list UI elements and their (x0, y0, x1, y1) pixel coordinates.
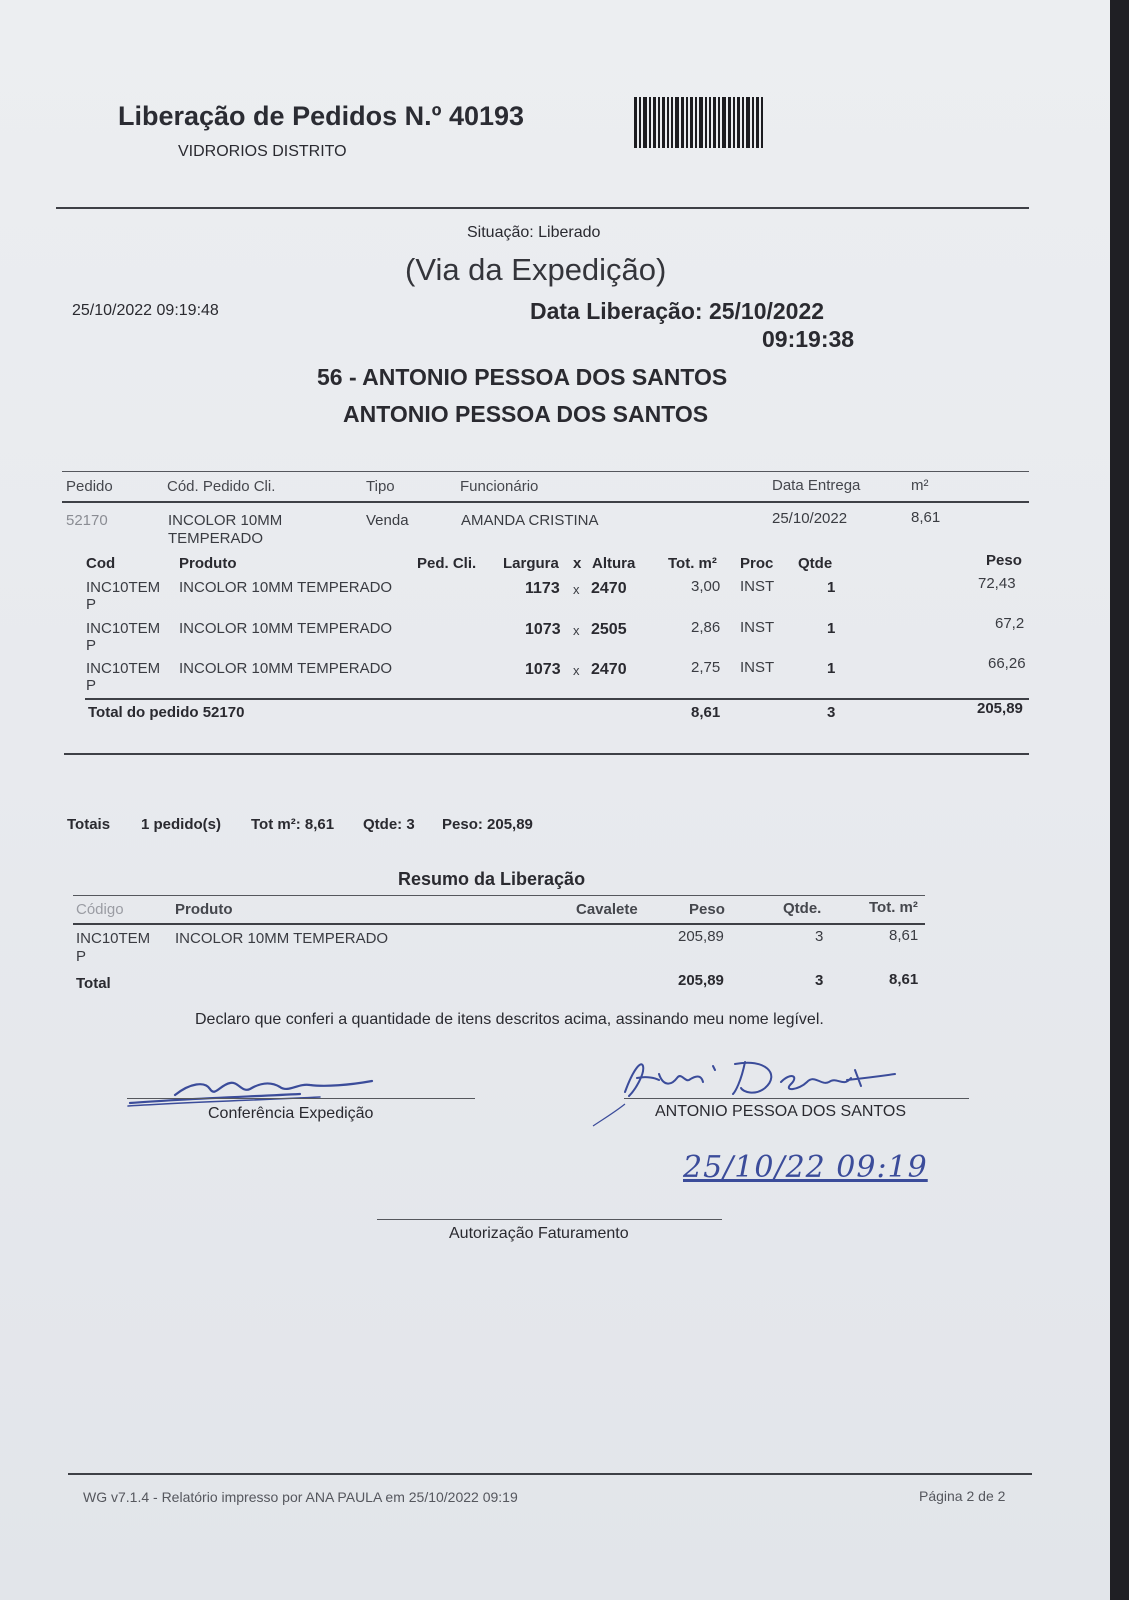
data-liberacao-time: 09:19:38 (762, 326, 855, 352)
signature-line (127, 1098, 475, 1099)
item-x: x (573, 623, 580, 638)
item-altura: 2470 (591, 661, 627, 678)
item-proc: INST (740, 578, 775, 595)
item-altura: 2470 (591, 580, 627, 597)
divider (85, 698, 1029, 700)
document-title: Liberação de Pedidos N.º 40193 (118, 101, 525, 131)
totais-tot-m2: Tot m²: 8,61 (251, 816, 335, 833)
item-tot-m2: 2,86 (691, 619, 721, 636)
item-qtde: 1 (827, 660, 836, 677)
item-cod-suffix: P (86, 677, 97, 694)
item-cod-suffix: P (86, 596, 97, 613)
col-largura: Largura (503, 555, 559, 572)
totais-label: Totais (67, 816, 111, 833)
col-data-entrega: Data Entrega (772, 477, 861, 494)
col-tipo: Tipo (366, 478, 395, 495)
resumo-qtde: 3 (815, 928, 824, 945)
item-largura: 1073 (525, 661, 561, 678)
divider (73, 923, 925, 925)
order-pedido-value: 52170 (66, 512, 108, 529)
situacao-label: Situação: Liberado (467, 224, 601, 241)
item-produto: INCOLOR 10MM TEMPERADO (179, 579, 393, 596)
divider (68, 1473, 1032, 1475)
resumo-peso: 205,89 (678, 928, 724, 945)
resumo-col-cavalete: Cavalete (576, 901, 638, 918)
col-pedido: Pedido (66, 478, 113, 495)
item-qtde: 1 (827, 579, 836, 596)
item-cod-suffix: P (86, 637, 97, 654)
order-tipo-value: Venda (366, 512, 409, 529)
item-produto: INCOLOR 10MM TEMPERADO (179, 660, 393, 677)
resumo-total-peso: 205,89 (678, 972, 724, 989)
via-label: (Via da Expedição) (405, 252, 667, 287)
order-data-entrega-value: 25/10/2022 (772, 510, 848, 527)
item-tot-m2: 2,75 (691, 659, 721, 676)
resumo-total-qtde: 3 (815, 972, 824, 989)
divider (56, 207, 1029, 209)
item-altura: 2505 (591, 621, 627, 638)
item-cod: INC10TEM (86, 579, 161, 596)
col-funcionario: Funcionário (460, 478, 539, 495)
order-funcionario-value: AMANDA CRISTINA (461, 512, 599, 529)
item-tot-m2: 3,00 (691, 578, 721, 595)
item-peso: 72,43 (978, 575, 1016, 592)
item-largura: 1073 (525, 621, 561, 638)
col-proc: Proc (740, 555, 774, 572)
handwritten-date: 25/10/22 09:19 (683, 1150, 928, 1185)
printed-timestamp: 25/10/2022 09:19:48 (72, 302, 219, 319)
signature-conferencia (120, 1075, 380, 1109)
item-cod: INC10TEM (86, 660, 161, 677)
order-m2-value: 8,61 (911, 509, 941, 526)
totais-peso: Peso: 205,89 (442, 816, 533, 833)
col-tot-m2: Tot. m² (668, 555, 717, 572)
signature-line (377, 1219, 722, 1220)
resumo-col-produto: Produto (175, 901, 233, 918)
resumo-tot-m2: 8,61 (889, 927, 919, 944)
declaration-text: Declaro que conferi a quantidade de itens descritos acima, assinando meu nome legível. (195, 1011, 824, 1028)
order-total-m2: 8,61 (691, 704, 721, 721)
resumo-total-tot-m2: 8,61 (889, 971, 919, 988)
col-ped-cli: Ped. Cli. (417, 555, 477, 572)
resumo-col-codigo: Código (76, 901, 124, 918)
col-altura: Altura (592, 555, 636, 572)
resumo-col-tot-m2: Tot. m² (869, 899, 918, 916)
item-x: x (573, 663, 580, 678)
divider (64, 753, 1029, 755)
item-peso: 67,2 (995, 615, 1025, 632)
resumo-cod: INC10TEM (76, 930, 151, 947)
order-total-qtde: 3 (827, 704, 836, 721)
resumo-cod-suffix: P (76, 948, 87, 965)
signature-line (624, 1098, 969, 1099)
item-largura: 1173 (525, 580, 560, 597)
col-produto: Produto (179, 555, 237, 572)
resumo-produto: INCOLOR 10MM TEMPERADO (175, 930, 389, 947)
order-cod-cli-line1: INCOLOR 10MM (168, 512, 283, 529)
client-name-secondary: ANTONIO PESSOA DOS SANTOS (343, 401, 709, 427)
footer-page-number: Página 2 de 2 (919, 1488, 1006, 1504)
totais-pedidos: 1 pedido(s) (141, 816, 222, 833)
order-total-peso: 205,89 (977, 700, 1023, 717)
divider (62, 501, 1029, 503)
resumo-total-label: Total (76, 975, 111, 992)
col-cod-pedido-cli: Cód. Pedido Cli. (167, 478, 276, 495)
col-m2: m² (911, 477, 929, 494)
resumo-col-qtde: Qtde. (783, 900, 822, 917)
item-peso: 66,26 (988, 655, 1026, 672)
resumo-col-peso: Peso (689, 901, 725, 918)
divider (62, 471, 1029, 472)
item-qtde: 1 (827, 620, 836, 637)
item-proc: INST (740, 659, 775, 676)
footer-print-info: WG v7.1.4 - Relatório impresso por ANA PAULA em 25/10/2022 09:19 (83, 1489, 518, 1505)
data-liberacao: Data Liberação: 25/10/2022 (530, 298, 825, 324)
conferencia-label: Conferência Expedição (208, 1105, 374, 1122)
order-total-label: Total do pedido 52170 (88, 704, 245, 721)
divider (73, 895, 925, 896)
col-qtde: Qtde (798, 555, 833, 572)
col-cod: Cod (86, 555, 116, 572)
autorizacao-label: Autorização Faturamento (449, 1225, 629, 1242)
barcode (634, 97, 804, 148)
order-cod-cli-line2: TEMPERADO (168, 530, 264, 547)
item-cod: INC10TEM (86, 620, 161, 637)
client-name: 56 - ANTONIO PESSOA DOS SANTOS (317, 364, 728, 390)
item-x: x (573, 582, 580, 597)
col-x: x (573, 555, 582, 572)
item-proc: INST (740, 619, 775, 636)
cliente-signature-label: ANTONIO PESSOA DOS SANTOS (655, 1103, 907, 1120)
item-produto: INCOLOR 10MM TEMPERADO (179, 620, 393, 637)
resumo-title: Resumo da Liberação (398, 869, 586, 889)
totais-qtde: Qtde: 3 (363, 816, 415, 833)
col-peso: Peso (986, 552, 1022, 569)
company-name: VIDRORIOS DISTRITO (178, 143, 347, 160)
